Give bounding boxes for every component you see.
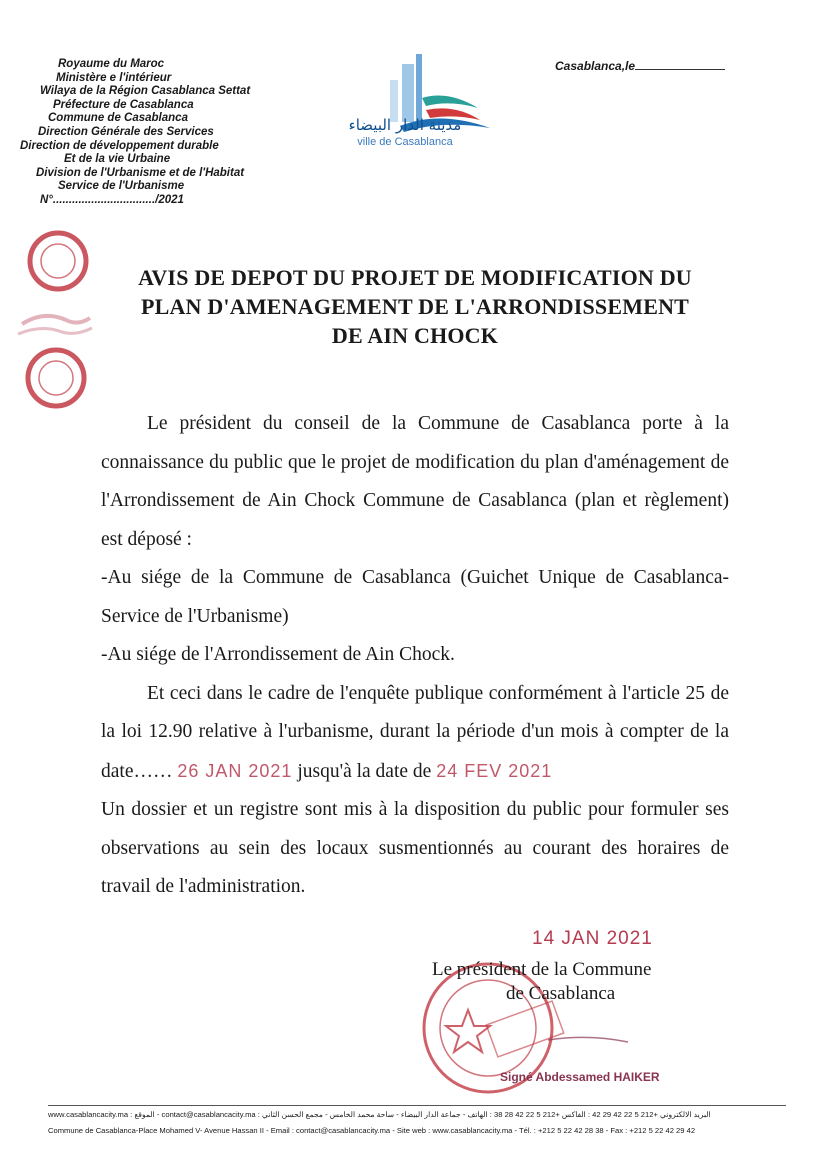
notice-title [90,263,740,350]
date-blank-line [635,58,725,70]
logo-arabic-name: مدينة الدار البيضاء [348,116,462,134]
paragraph-location-arrondissement: -Au siége de l'Arrondissement de Ain Chock. [101,644,455,665]
place-date-label: Casablanca,le [555,59,636,73]
header-line: Préfecture de Casablanca [53,98,194,111]
header-line: Royaume du Maroc [58,58,165,70]
signature-date-stamp: 14 JAN 2021 [532,928,653,949]
signed-by: Signé Abdessamed HAIKER [500,1070,660,1084]
paragraph-location-commune: -Au siége de la Commune de Casablanca (Guichet Unique de Casablanca-Service de l'Urbanisme) [101,567,729,627]
footer-address-line: Commune de Casablanca-Place Mohamed V- Avenue Hassan II - Email : contact@casablancacity.ma - Site web : www.casablancacity.ma - Tél. : +212 5 22 42 28 38 - Fax : +212 5 22 42 29 42 [48,1126,696,1135]
title-line: AVIS DE DEPOT DU PROJET DE MODIFICATION DU [138,265,692,290]
paragraph-announcement: Le président du conseil de la Commune de Casablanca porte à la connaissance du public que le projet de modification du plan d'aménagement de l'Arrondissement de Ain Chock Commune de Casablanca (plan et règlement) est déposé : [101,413,729,550]
place-date-field [555,58,725,73]
header-line: Commune de Casablanca [48,112,188,125]
header-line: Et de la vie Urbaine [64,153,171,166]
logo-french-name: ville de Casablanca [357,136,453,148]
header-line: Service de l'Urbanisme [58,180,185,193]
end-date-stamp: 24 FEV 2021 [436,760,553,781]
header-line: Ministère e l'intérieur [56,71,172,84]
notice-body [101,405,729,907]
footer-divider [48,1105,786,1106]
paragraph-dossier: Un dossier et un registre sont mis à la disposition du public pour formuler ses observations au sein des locaux susmentionnés au courant des horaires de travail de l'administration. [101,799,729,897]
paragraph-inquiry-period: Et ceci dans le cadre de l'enquête publique conformément à l'article 25 de la loi 12.90 relative à l'urbanisme, durant la période d'un mois à compter de la date…… 26 JAN 2021 jusqu'à la date de 24 FEV 2021 [101,682,729,782]
signature-title-city: de Casablanca [506,983,616,1004]
header-line: Direction de développement durable [20,139,219,152]
start-date-stamp: 26 JAN 2021 [177,760,293,781]
reference-number: N°................................/2021 [40,193,184,206]
signature-block [432,958,692,1006]
footer-contact-line: www.casablancacity.ma : الموقع - contact@casablancacity.ma : البريد الالكتروني +212 5 22 42 29 42 : الفاكس +212 5 22 42 28 38 : الهاتف - جماعة الدار البيضاء - ساحة محمد الخامس - مجمع الحسن الثاني [48,1110,711,1119]
inquiry-text: Et ceci dans le cadre de l'enquête publique conformément à l'article 25 de la loi 12.90 relative à l'urbanisme, durant la période d'un mois à compter de la date [101,682,729,782]
title-line: PLAN D'AMENAGEMENT DE L'ARRONDISSEMENT [140,294,690,319]
signature-title: Le président de la Commune [432,959,652,980]
title-line: DE AIN CHOCK [331,323,499,348]
inquiry-text-end: jusqu'à la date de [297,760,432,782]
header-administration-block [20,58,290,208]
header-line: Direction Générale des Services [38,125,214,138]
header-line: Division de l'Urbanisme et de l'Habitat [36,166,245,179]
header-line: Wilaya de la Région Casablanca Settat [40,85,251,98]
arrondissement-stamps-icon [14,228,94,413]
